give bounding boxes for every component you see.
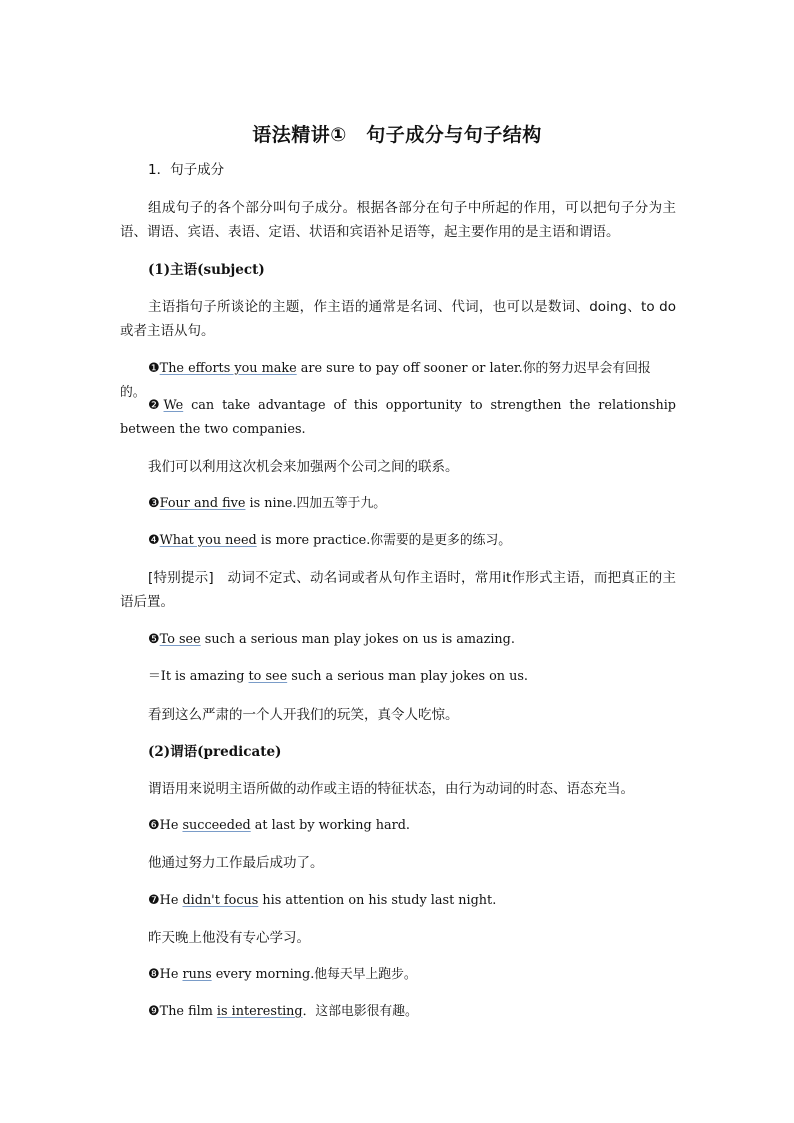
example-number: ❽ xyxy=(148,967,160,982)
predicate-description: 谓语用来说明主语所做的动作或主语的特征状态，由行为动词的时态、语态充当。 xyxy=(148,781,634,797)
example-translation: 他每天早上跑步。 xyxy=(314,967,417,982)
example-number: ❸ xyxy=(148,496,160,511)
example-7-translation: 昨天晚上他没有专心学习。 xyxy=(148,930,310,946)
example-6 xyxy=(120,814,676,838)
example-5-translation: 看到这么严肃的一个人开我们的玩笑，真令人吃惊。 xyxy=(148,707,459,723)
example-text: He xyxy=(159,967,183,982)
special-tip: [特别提示] 动词不定式、动名词或者从句作主语时，常用it作形式主语，而把真正的主语后置。 xyxy=(120,570,676,610)
example-translation: 这部电影很有趣。 xyxy=(315,1004,418,1019)
underlined-predicate: didn't focus xyxy=(182,893,259,908)
underlined-predicate: is interesting xyxy=(216,1004,303,1019)
example-translation: 四加五等于九。 xyxy=(296,496,387,511)
underlined-predicate: runs xyxy=(182,967,212,982)
example-8 xyxy=(120,963,676,987)
example-text: his attention on his study last night. xyxy=(258,893,497,908)
example-6-translation: 他通过努力工作最后成功了。 xyxy=(148,855,324,871)
example-text: is more practice. xyxy=(256,533,371,548)
intro-paragraph: 组成句子的各个部分叫句子成分。根据各部分在句子中所起的作用，可以把句子分为主语、谓语、宾语、表语、定语、状语和宾语补足语等，起主要作用的是主语和谓语。 xyxy=(120,200,676,240)
example-number: ❾ xyxy=(148,1004,160,1019)
underlined-subject: We xyxy=(163,398,184,413)
example-number: ❶ xyxy=(148,361,160,376)
example-number: ❻ xyxy=(148,818,160,833)
example-4 xyxy=(120,529,676,553)
example-text: such a serious man play jokes on us is amazing. xyxy=(200,632,515,647)
underlined-subject: What you need xyxy=(159,533,257,548)
example-9 xyxy=(120,1000,676,1024)
example-text: He xyxy=(159,893,183,908)
example-text: He xyxy=(159,818,183,833)
example-5 xyxy=(120,628,676,652)
example-number: ❼ xyxy=(148,893,160,908)
subject-description: 主语指句子所谈论的主题，作主语的通常是名词、代词，也可以是数词、doing、to do或者主语从句。 xyxy=(120,299,676,339)
underlined-subject: Four and five xyxy=(159,496,246,511)
example-number: ❷ xyxy=(148,398,164,413)
example-number: ❺ xyxy=(148,632,160,647)
subject-heading: (1)主语(subject) xyxy=(148,262,265,278)
document-title: 语法精讲① 句子成分与句子结构 xyxy=(252,124,542,146)
underlined-subject: to see xyxy=(248,669,288,684)
underlined-subject: To see xyxy=(159,632,201,647)
example-text: ＝It is amazing xyxy=(148,669,249,684)
example-text: can take advantage of this opportunity to strengthen the relationship between the two companies. xyxy=(120,398,676,437)
predicate-heading: (2)谓语(predicate) xyxy=(148,744,282,760)
example-number: ❹ xyxy=(148,533,160,548)
example-2 xyxy=(120,394,676,442)
section-heading: 1．句子成分 xyxy=(148,162,225,178)
underlined-subject: The efforts you make xyxy=(159,361,297,376)
example-7 xyxy=(120,889,676,913)
example-5-rewrite xyxy=(120,665,676,689)
example-3 xyxy=(120,492,676,516)
example-text: every morning. xyxy=(211,967,315,982)
example-text: The film xyxy=(159,1004,217,1019)
example-text: such a serious man play jokes on us. xyxy=(287,669,528,684)
example-text: ． xyxy=(302,1004,316,1019)
example-translation: 你需要的是更多的练习。 xyxy=(370,533,512,548)
underlined-predicate: succeeded xyxy=(182,818,251,833)
example-text: are sure to pay off sooner or later. xyxy=(296,361,523,376)
example-text: is nine. xyxy=(245,496,297,511)
example-2-translation: 我们可以利用这次机会来加强两个公司之间的联系。 xyxy=(148,459,459,475)
example-translation: 你的努力迟早会有回报的。 xyxy=(120,361,651,400)
example-text: at last by working hard. xyxy=(250,818,410,833)
